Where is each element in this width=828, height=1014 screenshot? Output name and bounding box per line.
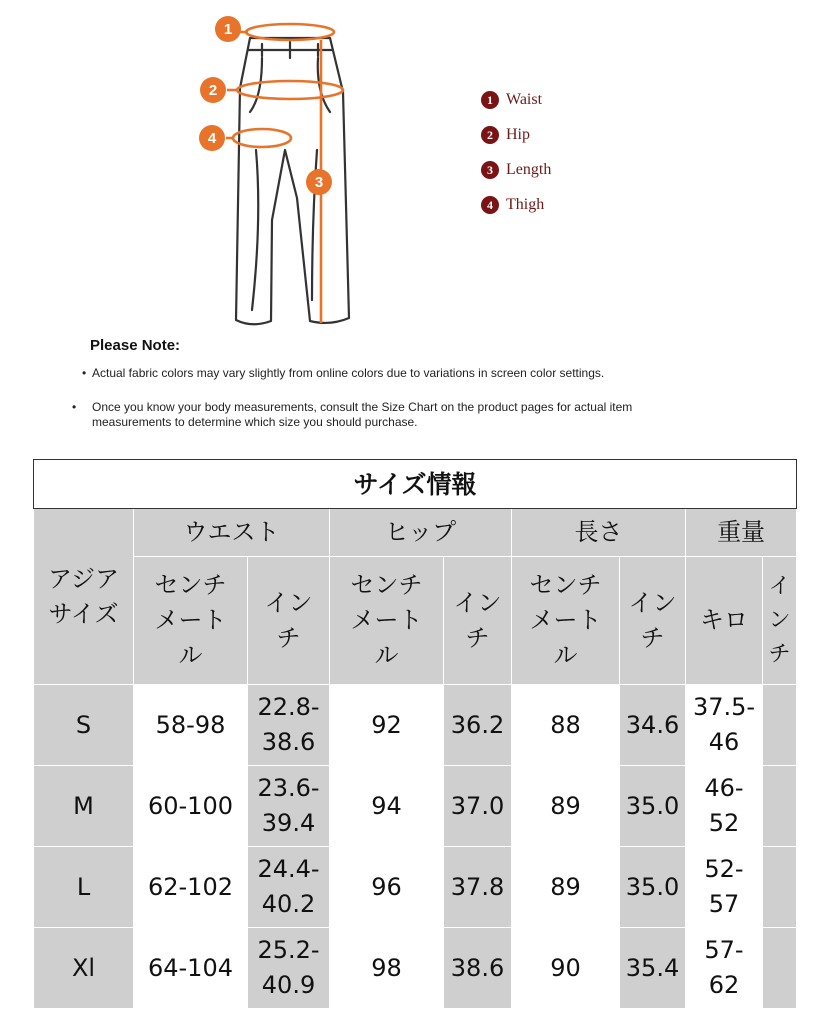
waist-inch-cell: 22.8- 38.6 bbox=[248, 685, 330, 766]
size-cell: Xl bbox=[34, 928, 134, 1009]
table-title: サイズ情報 bbox=[34, 460, 797, 509]
waist-cm-cell: 62-102 bbox=[134, 847, 248, 928]
waist-inch-cell: 25.2- 40.9 bbox=[248, 928, 330, 1009]
waist-inch-cell: 24.4- 40.2 bbox=[248, 847, 330, 928]
weight-inch-cell bbox=[763, 766, 797, 847]
badge-waist bbox=[215, 16, 241, 42]
subheader-kg: キロ bbox=[686, 557, 763, 685]
legend-label: Thigh bbox=[506, 196, 545, 213]
note-item: • Actual fabric colors may vary slightly from online colors due to variations in screen color settings. bbox=[82, 366, 605, 380]
legend-number: 1 bbox=[481, 91, 499, 109]
badge-thigh bbox=[199, 125, 225, 151]
legend-label: Length bbox=[506, 161, 552, 178]
size-cell: L bbox=[34, 847, 134, 928]
weight-kg-cell: 57- 62 bbox=[686, 928, 763, 1009]
badge-length bbox=[306, 169, 332, 195]
subheader-inch: イン チ bbox=[620, 557, 686, 685]
legend-number: 2 bbox=[481, 126, 499, 144]
weight-kg-cell: 52- 57 bbox=[686, 847, 763, 928]
legend-hip bbox=[481, 126, 530, 144]
hip-inch-cell: 36.2 bbox=[444, 685, 512, 766]
subheader-inch: イン チ bbox=[444, 557, 512, 685]
size-table bbox=[33, 459, 797, 1009]
svg-text:2: 2 bbox=[208, 82, 218, 99]
group-header-waist: ウエスト bbox=[134, 509, 330, 557]
note-item: • Once you know your body measurements, consult the Size Chart on the product pages for actual item measurements to determine which size you should purchase. bbox=[72, 400, 633, 429]
weight-inch-cell bbox=[763, 685, 797, 766]
length-cm-cell: 89 bbox=[512, 766, 620, 847]
group-header-weight: 重量 bbox=[686, 509, 797, 557]
waist-cm-cell: 58-98 bbox=[134, 685, 248, 766]
legend-label: Waist bbox=[506, 91, 543, 108]
hip-cm-cell: 94 bbox=[330, 766, 444, 847]
legend-label: Hip bbox=[506, 126, 530, 143]
size-header: アジア サイズ bbox=[34, 509, 134, 685]
subheader-cm: センチ メート ル bbox=[134, 557, 248, 685]
hip-inch-cell: 37.8 bbox=[444, 847, 512, 928]
svg-text:4: 4 bbox=[207, 130, 217, 147]
table-row bbox=[34, 685, 797, 766]
length-cm-cell: 88 bbox=[512, 685, 620, 766]
weight-kg-cell: 46- 52 bbox=[686, 766, 763, 847]
table-row bbox=[34, 847, 797, 928]
subheader-cm: センチ メート ル bbox=[330, 557, 444, 685]
length-inch-cell: 35.0 bbox=[620, 766, 686, 847]
weight-inch-cell bbox=[763, 847, 797, 928]
waist-cm-cell: 60-100 bbox=[134, 766, 248, 847]
length-cm-cell: 89 bbox=[512, 847, 620, 928]
size-cell: M bbox=[34, 766, 134, 847]
legend-thigh bbox=[481, 196, 544, 214]
hip-cm-cell: 96 bbox=[330, 847, 444, 928]
hip-inch-cell: 38.6 bbox=[444, 928, 512, 1009]
length-inch-cell: 35.0 bbox=[620, 847, 686, 928]
hip-cm-cell: 98 bbox=[330, 928, 444, 1009]
subheader-cm: センチ メート ル bbox=[512, 557, 620, 685]
hip-cm-cell: 92 bbox=[330, 685, 444, 766]
pants-measurement-diagram bbox=[0, 0, 828, 455]
group-header-length: 長さ bbox=[512, 509, 686, 557]
size-cell: S bbox=[34, 685, 134, 766]
length-cm-cell: 90 bbox=[512, 928, 620, 1009]
weight-kg-cell: 37.5- 46 bbox=[686, 685, 763, 766]
legend-length bbox=[481, 161, 551, 179]
group-header-hip: ヒップ bbox=[330, 509, 512, 557]
weight-inch-cell bbox=[763, 928, 797, 1009]
hip-inch-cell: 37.0 bbox=[444, 766, 512, 847]
badge-hip bbox=[200, 77, 226, 103]
subheader-inch: イン チ bbox=[248, 557, 330, 685]
subheader-inch-narrow: イ ン チ bbox=[763, 557, 797, 685]
note-title: Please Note: bbox=[90, 337, 181, 354]
length-inch-cell: 35.4 bbox=[620, 928, 686, 1009]
legend-number: 3 bbox=[481, 161, 499, 179]
legend-waist bbox=[481, 91, 542, 109]
waist-cm-cell: 64-104 bbox=[134, 928, 248, 1009]
svg-text:3: 3 bbox=[314, 174, 324, 191]
legend-number: 4 bbox=[481, 196, 499, 214]
waist-inch-cell: 23.6- 39.4 bbox=[248, 766, 330, 847]
svg-text:1: 1 bbox=[223, 21, 233, 38]
table-row bbox=[34, 928, 797, 1009]
table-row bbox=[34, 766, 797, 847]
length-inch-cell: 34.6 bbox=[620, 685, 686, 766]
